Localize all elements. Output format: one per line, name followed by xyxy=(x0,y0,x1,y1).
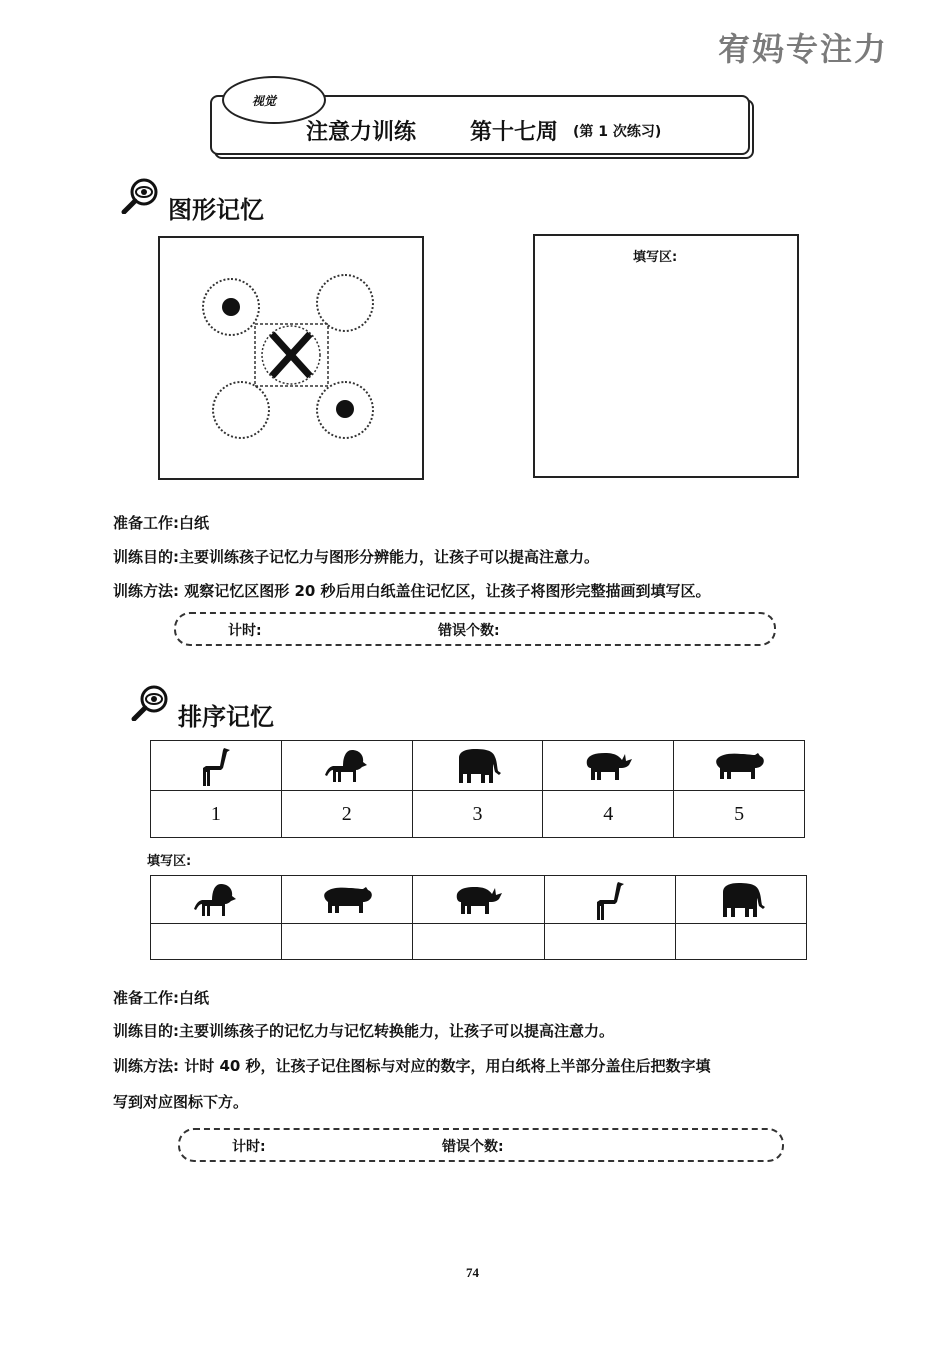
section2-method-line1: 训练方法: 计时 40 秒，让孩子记住图标与对应的数字，用白纸将上半部分盖住后把数字填 xyxy=(113,1057,711,1075)
fill-area-label: 填写区: xyxy=(633,250,678,265)
giraffe-icon xyxy=(590,879,630,921)
dot-bottom-right xyxy=(336,400,354,418)
section1-errors-label: 错误个数: xyxy=(438,623,500,639)
number-cell-3: 3 xyxy=(412,791,543,838)
rhino-icon xyxy=(583,750,633,782)
watermark: 宥妈专注力 xyxy=(717,30,888,68)
section1-goal: 训练目的:主要训练孩子记忆力与图形分辨能力，让孩子可以提高注意力。 xyxy=(113,548,600,566)
section1-prep: 准备工作:白纸 xyxy=(113,514,209,532)
fill-area[interactable] xyxy=(533,234,799,478)
circle-bottom-left xyxy=(212,381,270,439)
top-cell-4 xyxy=(543,741,674,791)
answer-blank-cell-3[interactable] xyxy=(413,924,544,960)
answer-blank-cell-2[interactable] xyxy=(282,924,413,960)
section2-fill-label: 填写区: xyxy=(147,854,192,869)
answer-blank-cell-4[interactable] xyxy=(544,924,675,960)
elephant-icon xyxy=(453,748,501,784)
dot-top-left xyxy=(222,298,240,316)
magnifier-eye-icon xyxy=(130,685,170,721)
number-cell-5: 5 xyxy=(674,791,805,838)
top-cell-2 xyxy=(281,741,412,791)
section1-title: 图形记忆 xyxy=(168,196,264,224)
center-cross-figure xyxy=(254,322,330,388)
banner-tag-text: 视觉 xyxy=(252,94,277,108)
hippo-icon xyxy=(321,885,373,915)
top-cell-1 xyxy=(151,741,282,791)
answer-icon-cell-5 xyxy=(675,876,806,924)
lion-icon xyxy=(191,880,241,920)
section2-prep: 准备工作:白纸 xyxy=(113,989,209,1007)
section1-result-bar xyxy=(174,612,776,646)
answer-icon-cell-3 xyxy=(413,876,544,924)
top-cell-3 xyxy=(412,741,543,791)
banner-session: (第 1 次练习) xyxy=(573,124,662,140)
section2-title: 排序记忆 xyxy=(178,703,274,731)
magnifier-eye-icon xyxy=(120,178,160,214)
answer-icon-cell-2 xyxy=(282,876,413,924)
banner-week: 第十七周 xyxy=(470,120,559,145)
number-cell-4: 4 xyxy=(543,791,674,838)
section2-goal: 训练目的:主要训练孩子的记忆力与记忆转换能力，让孩子可以提高注意力。 xyxy=(113,1022,615,1040)
section2-method-line2: 写到对应图标下方。 xyxy=(113,1093,249,1111)
elephant-icon xyxy=(717,882,765,918)
banner-title: 注意力训练 xyxy=(306,120,417,145)
number-cell-2: 2 xyxy=(281,791,412,838)
hippo-icon xyxy=(713,751,765,781)
number-cell-1: 1 xyxy=(151,791,282,838)
section2-timer-label: 计时: xyxy=(232,1139,266,1155)
lion-icon xyxy=(322,746,372,786)
answer-blank-cell-5[interactable] xyxy=(675,924,806,960)
top-cell-5 xyxy=(674,741,805,791)
section2-result-bar xyxy=(178,1128,784,1162)
section1-timer-label: 计时: xyxy=(228,623,262,639)
page-number: 74 xyxy=(466,1265,479,1280)
section2-errors-label: 错误个数: xyxy=(442,1139,504,1155)
answer-icon-cell-4 xyxy=(544,876,675,924)
giraffe-icon xyxy=(196,745,236,787)
answer-table xyxy=(150,875,807,960)
section1-method: 训练方法: 观察记忆区图形 20 秒后用白纸盖住记忆区，让孩子将图形完整描画到填写区。 xyxy=(113,582,711,600)
sequence-table xyxy=(150,740,805,838)
rhino-icon xyxy=(453,884,503,916)
answer-icon-cell-1 xyxy=(151,876,282,924)
answer-blank-cell-1[interactable] xyxy=(151,924,282,960)
